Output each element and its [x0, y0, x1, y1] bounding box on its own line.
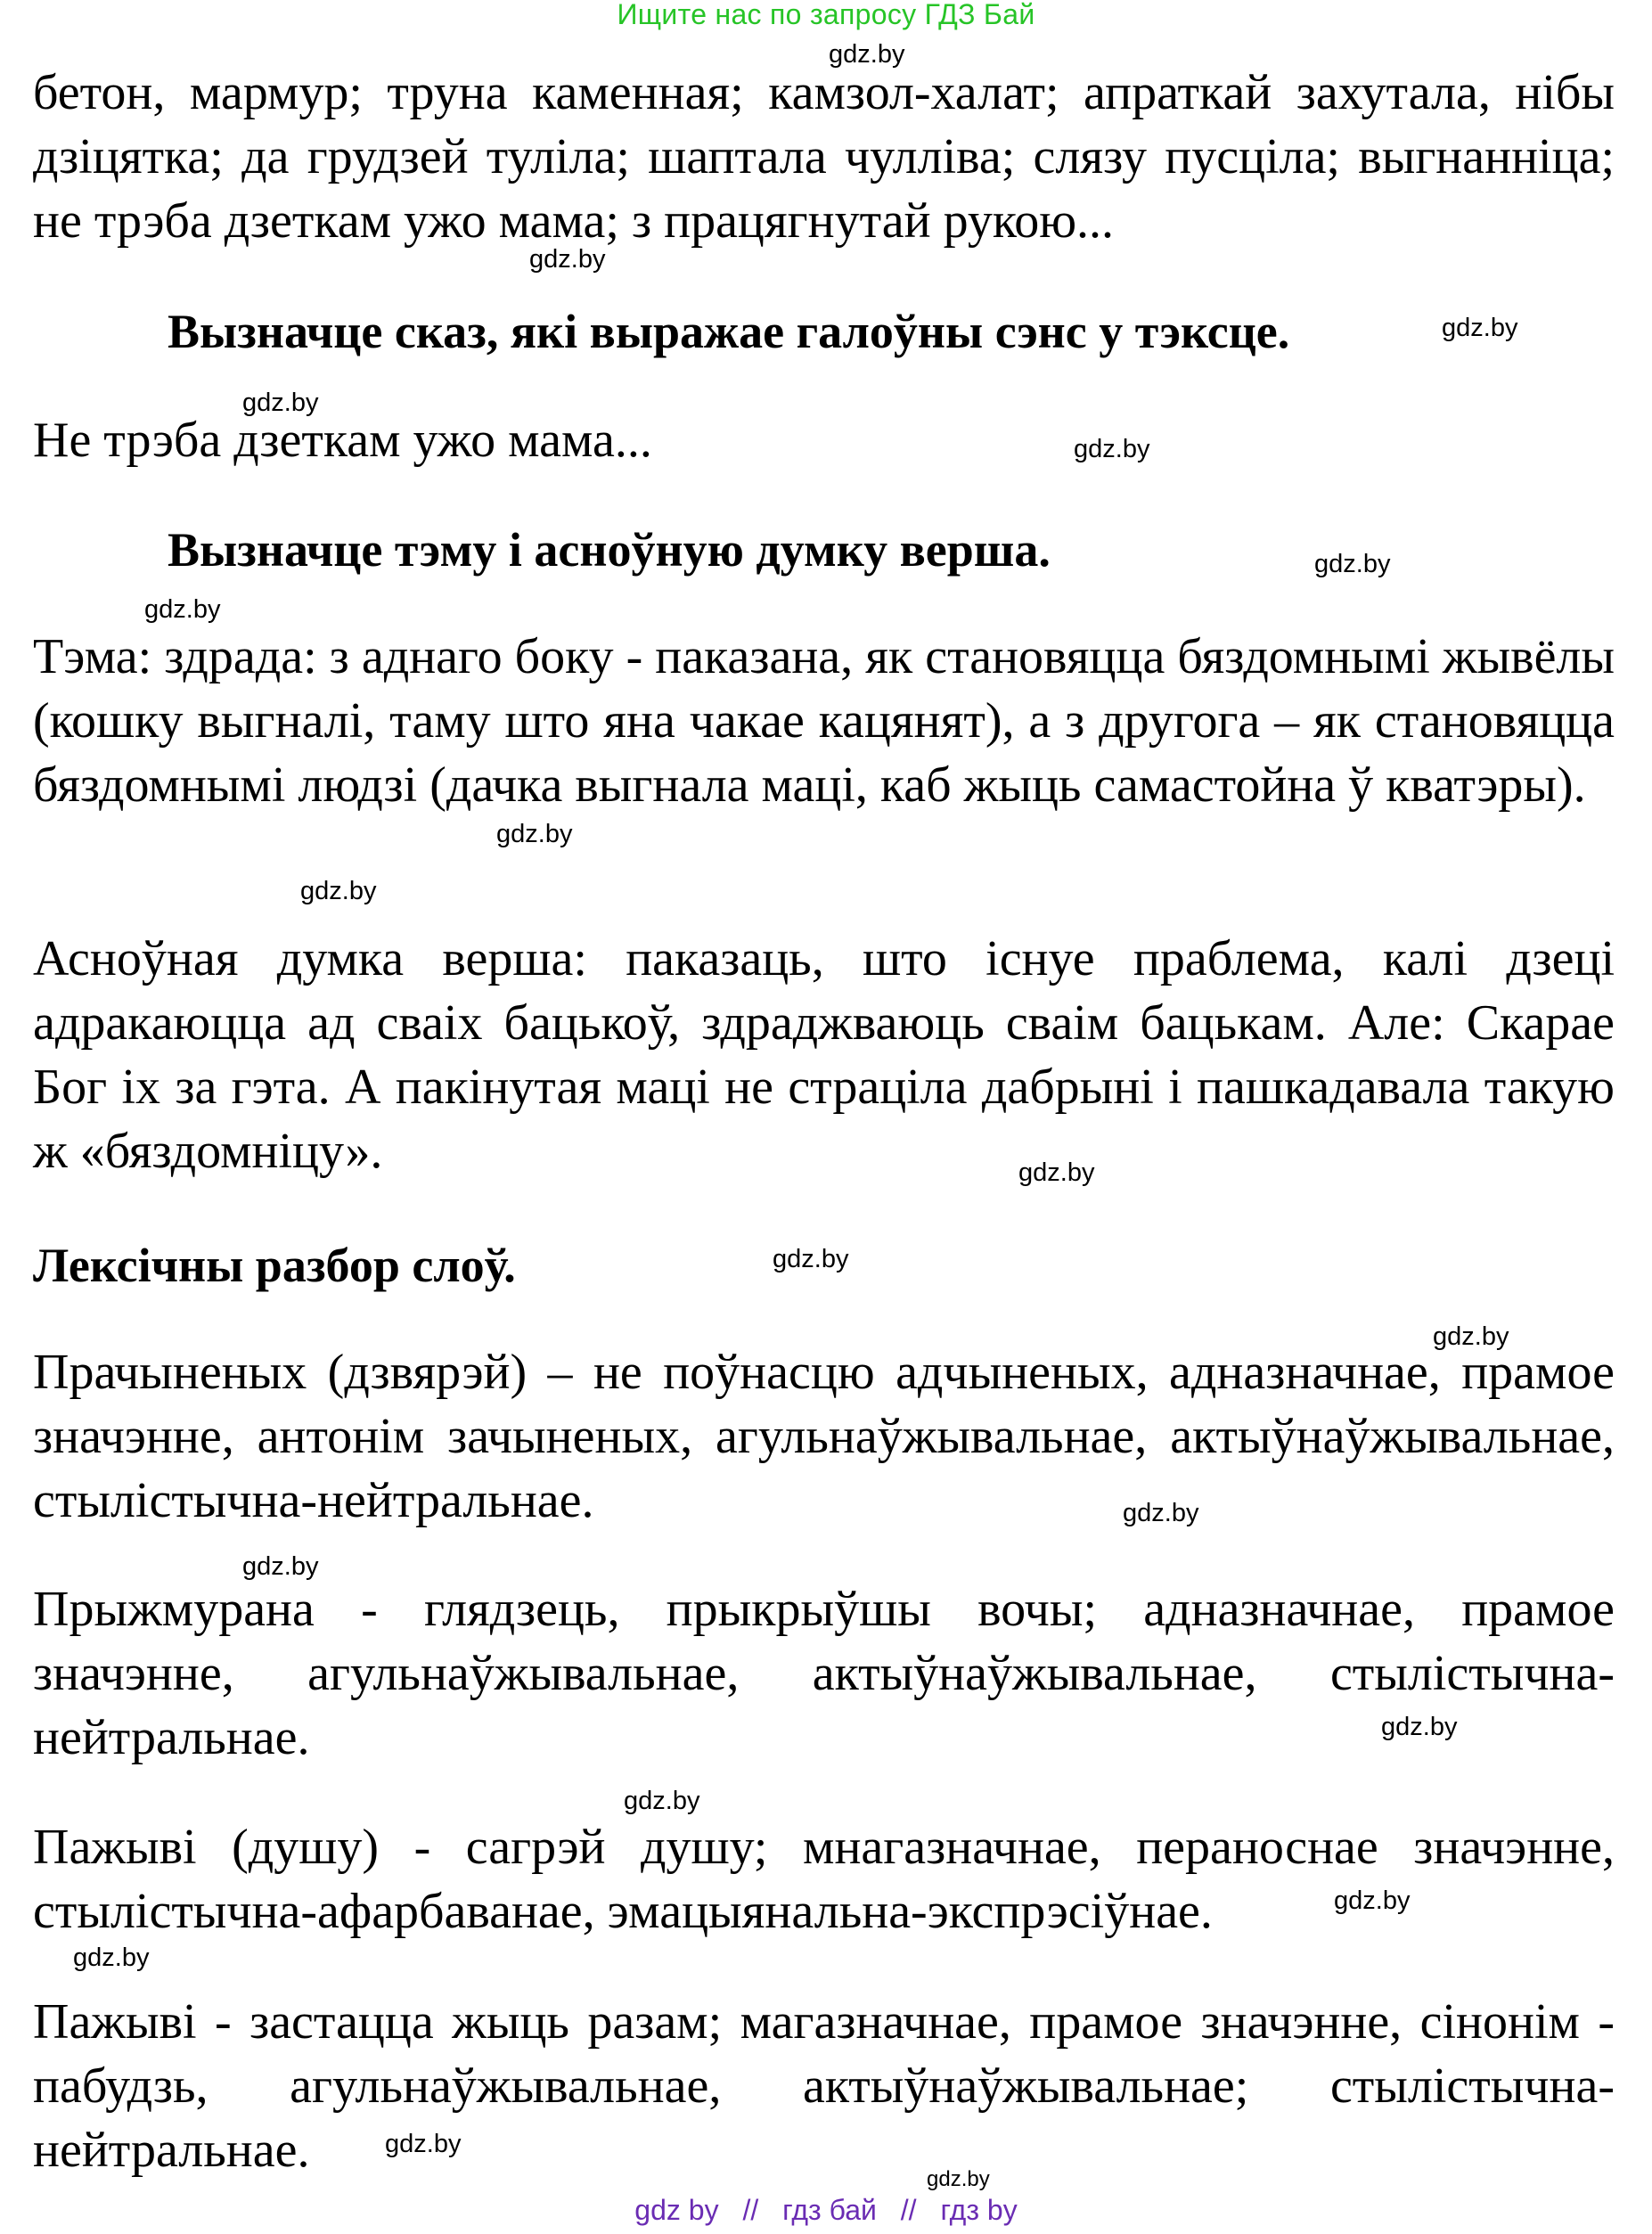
watermark: gdz.by	[496, 820, 573, 848]
footer-separator: //	[900, 2194, 917, 2226]
watermark: gdz.by	[242, 1552, 319, 1581]
watermark: gdz.by	[829, 40, 905, 69]
watermark: gdz.by	[1334, 1886, 1411, 1915]
heading-theme: Вызначце тэму і асноўную думку верша.	[168, 523, 1051, 577]
footer-link-gdz-by-cyr[interactable]: гдз by	[940, 2194, 1018, 2226]
footer-link-gdz-bai[interactable]: гдз бай	[782, 2194, 877, 2226]
watermark: gdz.by	[73, 1943, 150, 1972]
footer-link-gdz-by[interactable]: gdz by	[634, 2194, 719, 2226]
watermark: gdz.by	[1074, 435, 1150, 463]
lexical-entry: Пажыві - застацца жыць разам; магазначнае, прамое значэнне, сінонім - пабудзь, агульнаўжывальнае, актыўнаўжывальнае; стылістычна-нейтральнае.	[33, 1994, 1615, 2178]
footer-links	[0, 2194, 1652, 2227]
watermark: gdz.by	[529, 245, 606, 274]
watermark: gdz.by	[1442, 314, 1518, 342]
watermark: gdz.by	[242, 389, 319, 417]
lexical-entry: Пажыві (душу) - сагрэй душу; мнагазначнае, пераноснае значэнне, стылістычна-афарбаванае, эмацыянальна-экспрэсіўнае.	[33, 1820, 1615, 1939]
theme-paragraph: Тэма: здрада: з аднаго боку - паказана, як становяцца бяздомнымі жывёлы (кошку выгналі, таму што яна чакае кацянят), а з другога – як становяцца бяздомнымі людзі (дачка выгнала маці, каб жыць самастойна ў кватэры).	[33, 629, 1615, 813]
watermark: gdz.by	[927, 2167, 990, 2191]
watermark: gdz.by	[300, 877, 377, 905]
watermark: gdz.by	[1433, 1322, 1509, 1351]
lexical-entry: Прачыненых (дзвярэй) – не поўнасцю адчыненых, адназначнае, прамое значэнне, антонім зачыненых, агульнаўжывальнае, актыўнаўжывальнае, стылістычна-нейтральнае.	[33, 1345, 1615, 1528]
watermark: gdz.by	[1314, 550, 1391, 578]
watermark: gdz.by	[624, 1787, 700, 1815]
intro-paragraph: бетон, мармур; труна каменная; камзол-халат; апраткай захутала, нібы дзіцятка; да грудзей туліла; шаптала чулліва; слязу пусціла; выгнанніца; не трэба дзеткам ужо мама; з працягнутай рукою...	[33, 65, 1615, 249]
heading-main-idea: Вызначце сказ, які выражае галоўны сэнс у тэксце.	[168, 305, 1290, 358]
footer-separator: //	[742, 2194, 759, 2226]
watermark: gdz.by	[1123, 1499, 1199, 1527]
watermark: gdz.by	[1018, 1158, 1095, 1187]
watermark: gdz.by	[773, 1245, 849, 1273]
answer-main-idea: Не трэба дзеткам ужо мама...	[33, 413, 652, 468]
heading-lexical: Лексічны разбор слоў.	[33, 1239, 516, 1292]
watermark: gdz.by	[144, 595, 221, 624]
watermark: gdz.by	[1381, 1713, 1458, 1741]
main-idea-paragraph: Асноўная думка верша: паказаць, што існуе праблема, калі дзеці адракаюцца ад сваіх бацькоў, здраджваюць сваім бацькам. Але: Скарае Бог іх за гэта. А пакінутая маці не страціла дабрыні і пашкадавала такую ж «бяздомніцу».	[33, 931, 1615, 1179]
header-banner[interactable]: Ищите нас по запросу ГДЗ Бай	[617, 0, 1035, 30]
lexical-entry: Прыжмурана - глядзець, прыкрыўшы вочы; адназначнае, прамое значэнне, агульнаўжывальнае, актыўнаўжывальнае, стылістычна-нейтральнае.	[33, 1582, 1615, 1765]
watermark: gdz.by	[385, 2130, 462, 2158]
